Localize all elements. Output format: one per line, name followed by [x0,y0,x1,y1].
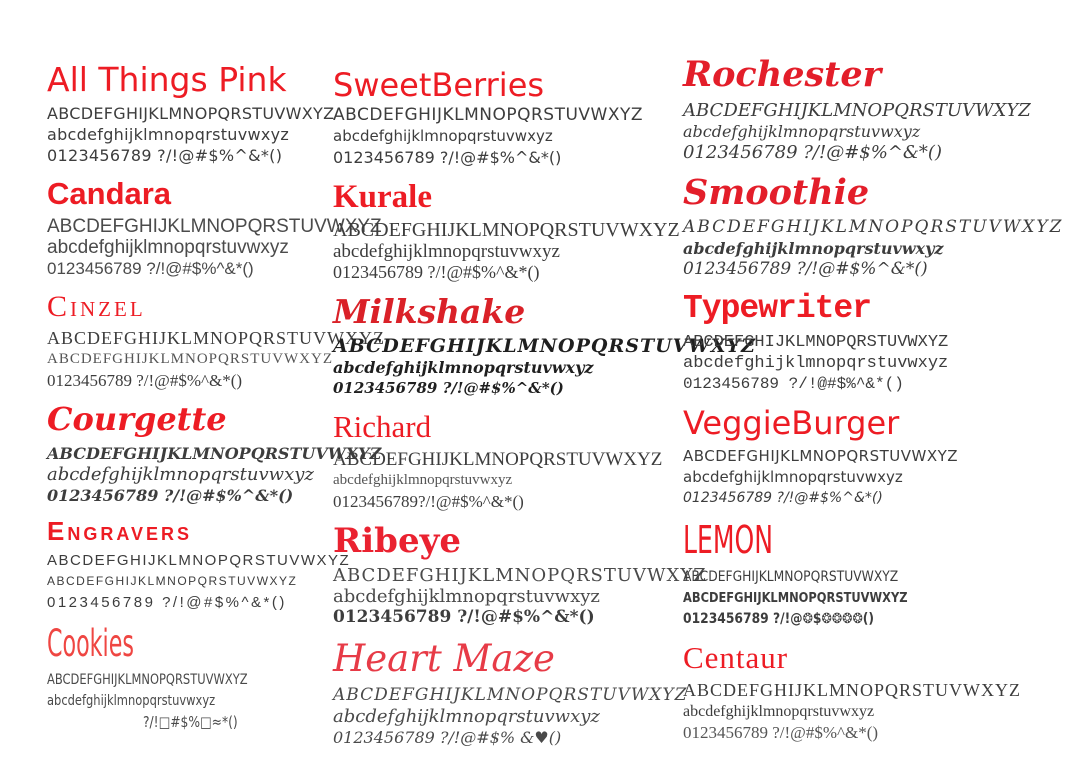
figures-sample: 0123456789 ?/!@#$%^&*() [683,375,904,394]
figures-sample: 0123456789 ?/!@#$%^&*() [683,490,883,507]
font-specimen-milkshake [333,292,756,398]
font-name: Cinzel [47,290,146,324]
font-name: Kurale [333,179,432,216]
lowercase-sample: abcdefghijklmnopqrstuvwxyz [333,586,600,608]
font-specimen-kurale [333,179,678,283]
font-specimen-rochester [683,54,1031,163]
font-specimen-heart-maze [333,637,688,748]
uppercase-sample: ABCDEFGHIJKLMNOPQRSTUVWXYZ [333,334,756,357]
lowercase-sample: abcdefghijklmnopqrstuvwxyz [333,471,513,488]
lowercase-sample: abcdefghijklmnopqrstuvwxyz [683,468,903,487]
uppercase-sample: ABCDEFGHIJKLMNOPQRSTUVWXYZ [47,328,386,349]
uppercase-sample: ABCDEFGHIJKLMNOPQRSTUVWXYZ [683,680,1022,701]
lowercase-sample: abcdefghijklmnopqrstuvwxyz [47,692,216,709]
font-name: Cookies [47,622,134,666]
figures-sample: 0123456789 ?/!@#$%^&*() [683,723,879,743]
font-specimen-typewriter [683,291,985,395]
uppercase-sample: ABCDEFGHIJKLMNOPQRSTUVWXYZ [333,219,680,242]
uppercase-sample: ABCDEFGHIJKLMNOPQRSTUVWXYZ [333,448,663,470]
font-specimen-all-things-pink [47,62,339,166]
font-name: Courgette [47,400,227,439]
font-specimen-sweetberries [333,68,678,168]
lowercase-sample: abcdefghijklmnopqrstuvwxyz [683,703,875,721]
figures-sample: 0123456789 ?/!@#$%^&*() [333,262,540,283]
lowercase-sample: abcdefghijklmnopqrstuvwxyz [47,463,314,485]
font-name: Typewriter [683,290,872,327]
font-specimen-cookies [47,624,339,733]
font-column-3 [683,54,1064,754]
uppercase-sample: ABCDEFGHIJKLMNOPQRSTUVWXYZ [683,333,949,353]
font-specimen-ribeye [333,520,707,628]
lowercase-sample: abcdefghijklmnopqrstuvwxyz [47,237,289,259]
font-name: Heart Maze [333,637,555,681]
font-specimen-veggieburger [683,406,985,509]
font-specimen-cinzel [47,290,386,391]
figures-sample: ?/!□#$%□≈*() [143,712,238,731]
lowercase-sample: ABCDEFGHIJKLMNOPQRSTUVWXYZ [47,351,334,368]
lowercase-sample: abcdefghijklmnopqrstuvwxyz [683,121,921,141]
uppercase-sample: ABCDEFGHIJKLMNOPQRSTUVWXYZ [47,443,382,463]
uppercase-sample: ABCDEFGHIJKLMNOPQRSTUVWXYZ [47,671,248,688]
lowercase-sample: abcdefghijklmnopqrstuvwxyz [333,705,600,727]
font-name: Smoothie [683,171,870,213]
lowercase-sample: ABCDEFGHIJKLMNOPQRSTUVWXYZ [683,591,908,607]
uppercase-sample: ABCDEFGHIJKLMNOPQRSTUVWXYZ [683,99,1031,121]
uppercase-sample: ABCDEFGHIJKLMNOPQRSTUVWXYZ [47,216,382,238]
font-specimen-smoothie [683,171,1064,281]
font-name: Engravers [47,515,193,546]
font-name: Milkshake [333,292,526,332]
figures-sample: 0123456789 ?/!@#$%^&*() [683,141,942,163]
font-specimen-centaur [683,640,1022,743]
font-name: Ribeye [333,520,461,561]
font-specimen-lemon [683,520,985,630]
font-specimen-candara [47,176,382,279]
lowercase-sample: abcdefghijklmnopqrstuvwxyz [333,357,594,377]
figures-sample: 0123456789?/!@#$%^&*() [333,491,524,511]
font-name: LEMON [683,518,773,563]
uppercase-sample: ABCDEFGHIJKLMNOPQRSTUVWXYZ [683,447,959,466]
figures-sample: 0123456789 ?/!@#$%^&*() [47,371,243,391]
lowercase-sample: abcdefghijklmnopqrstuvwxyz [683,239,944,258]
font-name: Candara [47,176,172,212]
lowercase-sample: abcdefghijklmnopqrstuvwxyz [683,354,949,374]
font-name: All Things Pink [47,60,287,99]
uppercase-sample: ABCDEFGHIJKLMNOPQRSTUVWXYZ [333,105,644,126]
figures-sample: 0123456789 ?/!@#$%^&*() [333,607,595,628]
uppercase-sample: ABCDEFGHIJKLMNOPQRSTUVWXYZ [683,569,899,586]
lowercase-sample: abcdefghijklmnopqrstuvwxyz [47,125,290,145]
font-name: VeggieBurger [683,404,900,443]
uppercase-sample: ABCDEFGHIJKLMNOPQRSTUVWXYZ [683,217,1064,237]
uppercase-sample: ABCDEFGHIJKLMNOPQRSTUVWXYZ [47,552,351,570]
lowercase-sample: abcdefghijklmnopqrstuvwxyz [333,127,553,146]
font-name: SweetBerries [333,66,545,104]
lowercase-sample: ABCDEFGHIJKLMNOPQRSTUVWXYZ [47,574,298,589]
figures-sample: 0123456789 ?/!@#$%^&*() [683,259,928,279]
uppercase-sample: ABCDEFGHIJKLMNOPQRSTUVWXYZ [333,565,707,587]
figures-sample: 0123456789 ?/!@#$%^&*() [333,378,564,397]
figures-sample: 0123456789 ?/!@❂$❂❂❂❂() [683,611,875,628]
figures-sample: 0123456789 ?/!@#$%^&*() [47,259,254,279]
font-specimen-richard [333,410,678,512]
font-name: Rochester [683,54,882,95]
figures-sample: 0123456789 ?/!@#$%^&*() [47,485,294,505]
font-name: Centaur [683,640,789,676]
figures-sample: 0123456789 ?/!@#$%^&*() [47,594,287,612]
uppercase-sample: ABCDEFGHIJKLMNOPQRSTUVWXYZ [47,104,335,124]
figures-sample: 0123456789 ?/!@#$%^&*() [47,146,283,166]
font-name: Richard [333,408,432,444]
figures-sample: 0123456789 ?/!@#$%^&*() [333,148,562,168]
font-specimen-courgette [47,400,382,505]
lowercase-sample: abcdefghijklmnopqrstuvwxyz [333,241,560,263]
uppercase-sample: ABCDEFGHIJKLMNOPQRSTUVWXYZ [333,684,688,705]
font-specimen-engravers [47,515,351,614]
figures-sample: 0123456789 ?/!@#$% &♥() [333,727,562,747]
